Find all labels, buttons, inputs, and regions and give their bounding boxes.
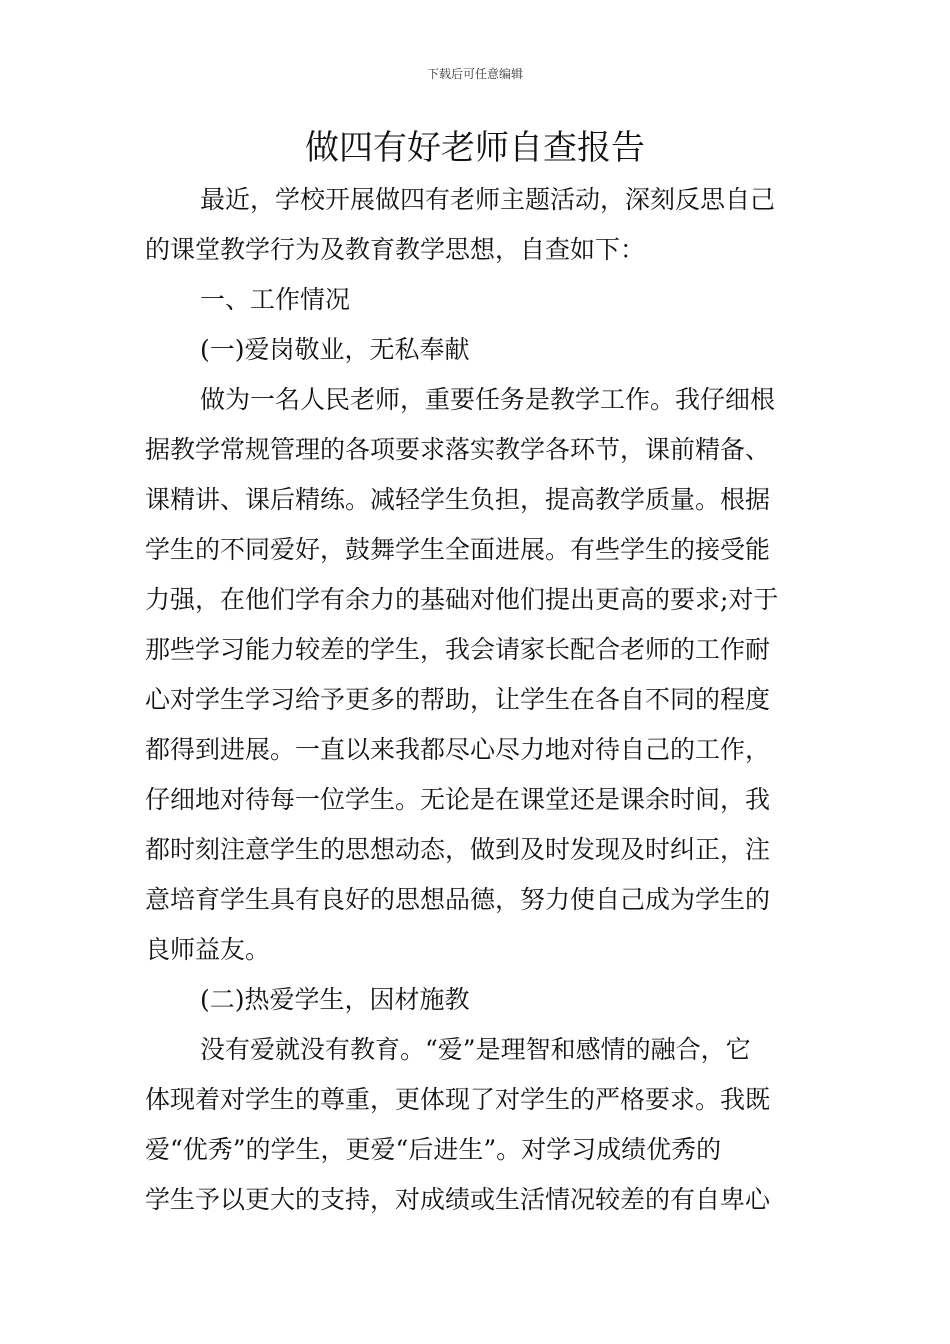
document-title: 做四有好老师自查报告 [305, 128, 645, 168]
body-line: 都时刻注意学生的思想动态，做到及时发现及时纠正，注 [145, 835, 771, 864]
header-note: 下载后可任意编辑 [426, 67, 523, 81]
body-line: 一、工作情况 [200, 285, 351, 314]
body-line: 最近，学校开展做四有老师主题活动，深刻反思自己 [200, 185, 776, 214]
body-line: (二)热爱学生，因材施教 [200, 985, 470, 1014]
body-line: 没有爱就没有教育。“爱”是理智和感情的融合，它 [200, 1035, 751, 1064]
body-line: 课精讲、课后精练。减轻学生负担，提高教学质量。根据 [145, 485, 771, 514]
body-line: 都得到进展。一直以来我都尽心尽力地对待自己的工作， [145, 735, 771, 764]
body-line: 心对学生学习给予更多的帮助，让学生在各自不同的程度 [145, 685, 771, 714]
body-line: 做为一名人民老师，重要任务是教学工作。我仔细根 [200, 385, 776, 414]
body-line: 学生予以更大的支持，对成绩或生活情况较差的有自卑心 [145, 1185, 771, 1214]
body-line: 那些学习能力较差的学生，我会请家长配合老师的工作耐 [145, 635, 771, 664]
document-body [145, 175, 809, 1225]
body-line: 意培育学生具有良好的思想品德，努力使自己成为学生的 [145, 885, 771, 914]
body-line: 爱“优秀”的学生，更爱“后进生”。对学习成绩优秀的 [145, 1135, 722, 1164]
body-line: 良师益友。 [145, 935, 271, 964]
body-line: 学生的不同爱好，鼓舞学生全面进展。有些学生的接受能 [145, 535, 771, 564]
body-line: 的课堂教学行为及教育教学思想，自查如下： [145, 235, 646, 264]
body-line: (一)爱岗敬业，无私奉献 [200, 335, 470, 364]
body-line: 体现着对学生的尊重，更体现了对学生的严格要求。我既 [145, 1085, 771, 1114]
body-line: 据教学常规管理的各项要求落实教学各环节，课前精备、 [145, 435, 771, 464]
body-line: 力强，在他们学有余力的基础对他们提出更高的要求;对于 [145, 585, 779, 614]
body-line: 仔细地对待每一位学生。无论是在课堂还是课余时间，我 [145, 785, 771, 814]
